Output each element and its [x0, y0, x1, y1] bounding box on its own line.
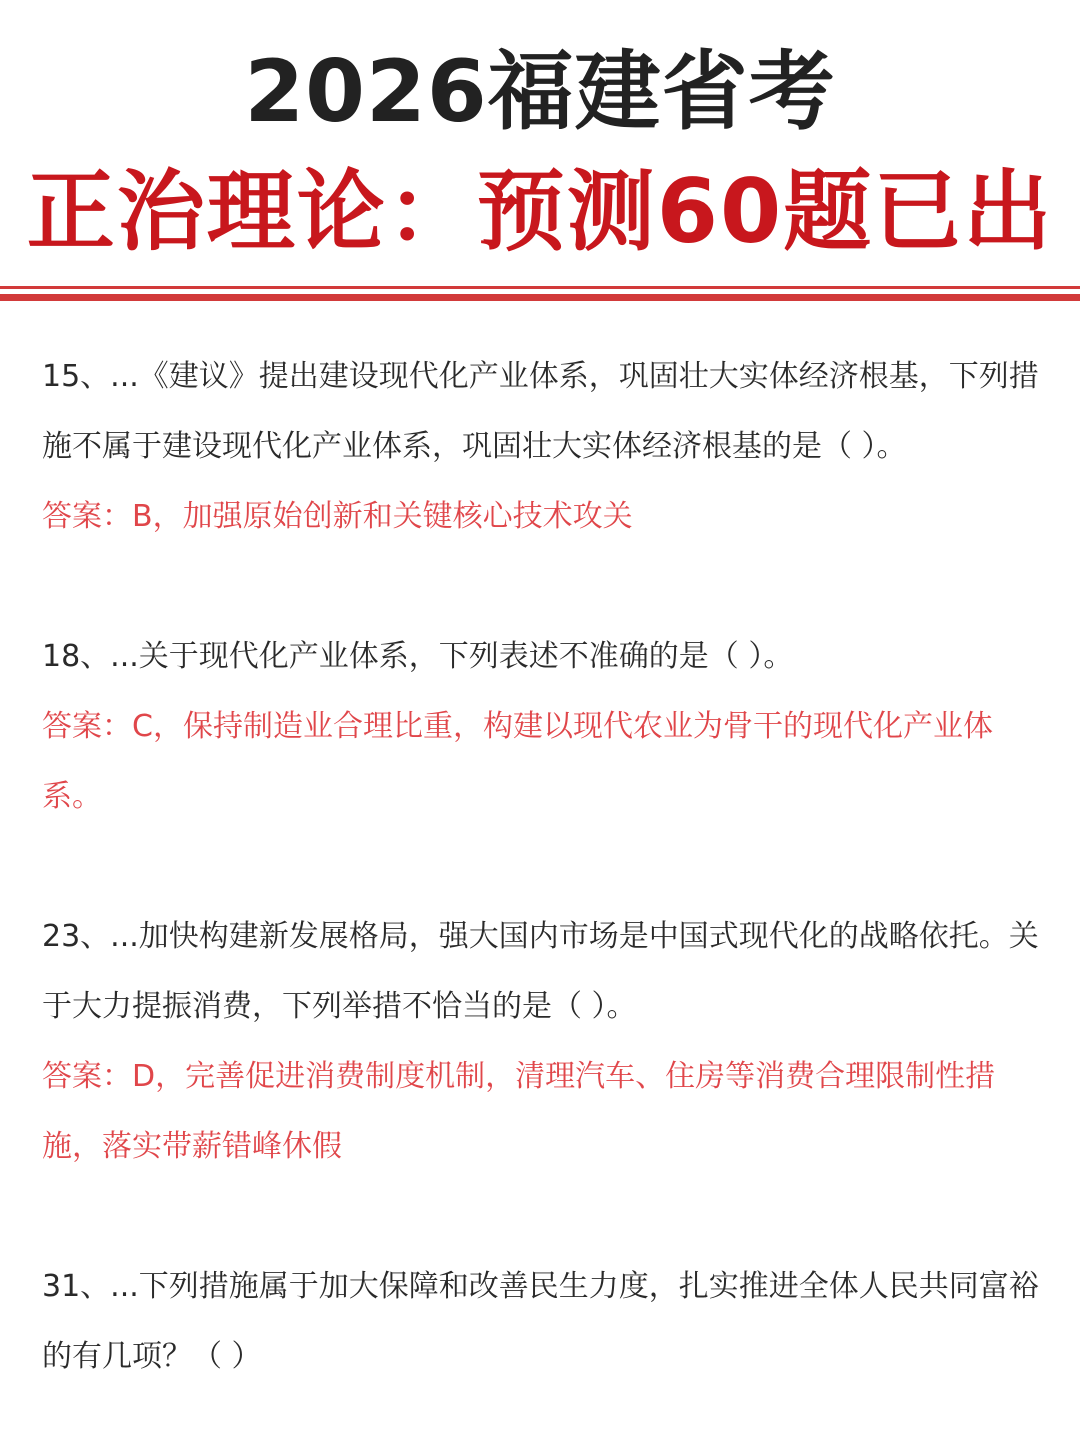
question-item: [42, 902, 1042, 1182]
question-text: 23、...加快构建新发展格局，强大国内市场是中国式现代化的战略依托。关于大力提振消费，下列举措不恰当的是（ ）。: [42, 919, 1039, 1024]
question-text: 15、...《建议》提出建设现代化产业体系，巩固壮大实体经济根基，下列措施不属于建设现代化产业体系，巩固壮大实体经济根基的是（ ）。: [42, 359, 1039, 464]
question-item: [42, 342, 1042, 552]
question-text: 18、...关于现代化产业体系，下列表述不准确的是（ ）。: [42, 639, 794, 674]
answer-text: 答案：B，加强原始创新和关键核心技术攻关: [42, 499, 633, 534]
divider-thin: [0, 286, 1080, 289]
question-item: [42, 1252, 1042, 1392]
header: [0, 0, 1080, 290]
answer-text: 答案：D，完善促进消费制度机制，清理汽车、住房等消费合理限制性措施，落实带薪错峰休假: [42, 1059, 996, 1164]
question-item: [42, 622, 1042, 832]
divider-thick: [0, 294, 1080, 301]
page-subtitle: 正治理论：预测60题已出: [26, 160, 1054, 263]
answer-text: 答案：C，保持制造业合理比重，构建以现代农业为骨干的现代化产业体系。: [42, 709, 993, 814]
question-text: 31、...下列措施属于加大保障和改善民生力度，扎实推进全体人民共同富裕的有几项？（ ）: [42, 1269, 1039, 1374]
page-title: 2026福建省考: [244, 42, 836, 142]
question-list: [42, 342, 1042, 1392]
